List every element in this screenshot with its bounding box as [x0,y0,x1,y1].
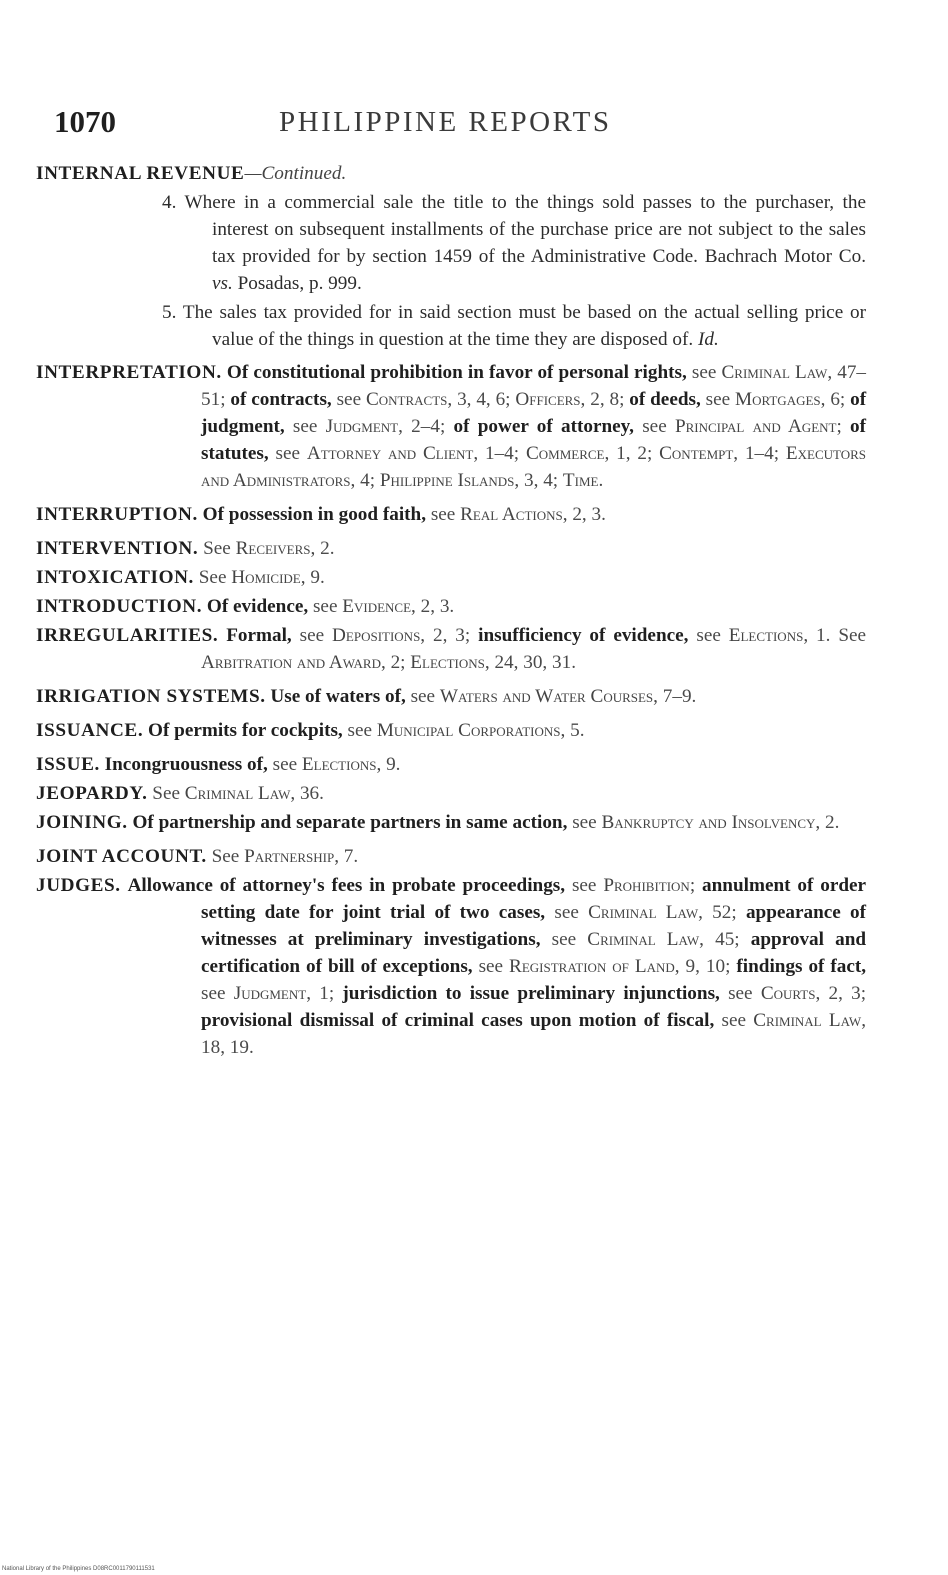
headword: INTERPRETATION. [36,362,222,383]
topic: approval and certification of bill of exceptions, [201,929,867,977]
entry-issue [36,751,866,778]
entry-intervention [36,535,866,562]
topic: Allowance of attorney's fees in probate proceedings, [127,875,566,896]
cross-ref[interactable]: Real Actions, [460,504,568,525]
topic: Of possession in good faith, [202,504,427,525]
sections: 2, 3. [572,504,606,525]
topic: annulment of order setting date for joint trial of two cases, [201,875,867,923]
see: see [696,625,721,646]
cross-ref[interactable]: Partnership, [244,846,339,867]
subentry-number: 4. [162,192,177,213]
sections: 4; [360,470,376,491]
sections: 2, 3; [433,625,471,646]
see: see [721,1010,746,1031]
see: see [571,875,597,896]
cross-ref[interactable]: Officers, [515,389,586,410]
cross-ref[interactable]: Waters and Water Courses, [439,686,658,707]
index-column [36,160,866,1068]
entry-irrigation-systems [36,683,866,710]
sections: 5. [570,720,585,741]
cross-ref[interactable]: Elections, [728,625,809,646]
cross-ref[interactable]: Evidence, [342,596,416,617]
topic: insufficiency of evidence, [478,625,689,646]
cross-ref[interactable]: Time. [562,470,604,491]
entry-issuance [36,717,866,744]
cross-ref[interactable]: Criminal Law, [721,362,833,383]
see: see [299,625,325,646]
cross-ref[interactable]: Criminal Law, [184,783,296,804]
sections: 2, 8; [590,389,625,410]
see: See [203,538,231,559]
cross-ref[interactable]: Executors and Administrators, [201,443,867,491]
sections: 36. [299,783,324,804]
sections: 1. [816,625,831,646]
topic: jurisdiction to issue preliminary injunctions, [342,983,720,1004]
subentry-text: Where in a commercial sale the title to the things sold passes to the purchaser, the interest on subsequent installments of the purchase price are not subject to the sales tax provided for by section 1459 of the Administrative Code. Bachrach Motor Co. [184,192,866,267]
sections: 45; [715,929,740,950]
topic: of deeds, [629,389,701,410]
cross-ref[interactable]: Receivers, [235,538,316,559]
headword: ISSUANCE. [36,720,144,741]
entry-interruption [36,501,866,528]
headword: JUDGES. [36,875,121,896]
headword: ISSUE. [36,754,100,775]
topic: Of permits for cockpits, [148,720,343,741]
sections: 7–9. [662,686,697,707]
sections: 2; [390,652,406,673]
cross-ref[interactable]: Attorney and Client, [306,443,479,464]
topic: of contracts, [230,389,332,410]
see: see [554,902,579,923]
sections: 1; [319,983,335,1004]
topic: provisional dismissal of criminal cases upon motion of fiscal, [201,1010,715,1031]
entry-intoxication [36,564,866,591]
headword: INTRODUCTION. [36,596,203,617]
headword: INTERRUPTION. [36,504,198,525]
topic: Formal, [226,625,292,646]
running-title: PHILIPPINE REPORTS [279,106,612,138]
headword: JEOPARDY. [36,783,148,804]
see: See [838,625,867,646]
sections: 18, 19. [201,1037,254,1058]
sections: 1, 2; [616,443,653,464]
cross-ref[interactable]: Depositions, [332,625,426,646]
headword: JOINING. [36,812,128,833]
sections: 47–51; [201,362,867,410]
see: see [312,596,338,617]
topic: Use of waters of, [270,686,406,707]
see: see [728,983,753,1004]
entry-interpretation [36,359,866,494]
cross-ref[interactable]: Contempt, [659,443,739,464]
topic: Of constitutional prohibition in favor of personal rights, [226,362,687,383]
see: see [292,416,318,437]
idem: Id. [697,329,719,350]
cross-ref[interactable]: Courts, [760,983,821,1004]
cross-ref[interactable]: Judgment, [233,983,311,1004]
page-number: 1070 [54,104,116,139]
cross-ref[interactable]: Criminal Law, [587,929,704,950]
headword: IRREGULARITIES. [36,625,219,646]
topic: Of partnership and separate partners in same action, [132,812,568,833]
sections: 2. [825,812,840,833]
sections: 2. [320,538,335,559]
sections: 3, 4, 6; [457,389,511,410]
sections: 9, 10; [685,956,731,977]
see: see [705,389,731,410]
entry-joining [36,809,866,836]
sections: 1–4; [744,443,780,464]
sections: 9. [310,567,325,588]
see: see [272,754,298,775]
see: see [691,362,717,383]
cross-ref[interactable]: Principal and Agent; [674,416,842,437]
sections: 9. [386,754,401,775]
cross-ref[interactable]: Philippine Islands, [379,470,520,491]
entry-judges [36,872,866,1061]
topic: of power of attorney, [453,416,634,437]
sections: 7. [343,846,359,867]
cross-ref[interactable]: Commerce, [525,443,610,464]
see: see [551,929,577,950]
topic: of statutes, [201,416,867,464]
headword: IRRIGATION SYSTEMS. [36,686,266,707]
cross-ref[interactable]: Registration of Land, [509,956,680,977]
versus: vs. [212,273,233,294]
topic: of judgment, [201,389,867,437]
see: See [211,846,240,867]
see: See [198,567,227,588]
see: see [410,686,436,707]
cross-ref[interactable]: Contracts, [365,389,453,410]
sections: 2–4; [411,416,446,437]
cross-ref[interactable]: Arbitration and Award, [201,652,386,673]
subentry-4 [36,189,866,297]
cross-ref[interactable]: Mortgages, [735,389,826,410]
topic: Incongruousness of, [104,754,268,775]
see: see [347,720,373,741]
sections: 2, 3. [420,596,455,617]
subentry-text: The sales tax provided for in said section must be based on the actual selling price or value of the things in question at the time they are disposed of. [182,302,866,350]
headword: INTERVENTION. [36,538,199,559]
cross-ref[interactable]: Prohibition; [603,875,696,896]
see: see [336,389,362,410]
see: see [642,416,667,437]
sections: 52; [712,902,737,923]
see: See [152,783,180,804]
sections: 2, 3; [828,983,867,1004]
headword: INTOXICATION. [36,567,194,588]
entry-jeopardy [36,780,866,807]
entry-introduction [36,593,866,620]
cross-ref[interactable]: Judgment, [325,416,403,437]
sections: 6; [830,389,846,410]
see: see [572,812,597,833]
cross-ref[interactable]: Criminal Law, [588,902,703,923]
sections: 3, 4; [524,470,559,491]
topic: appearance of witnesses at preliminary investigations, [201,902,867,950]
cross-ref[interactable]: Municipal Corporations, [376,720,566,741]
entry-joint-account [36,843,866,870]
headword: INTERNAL REVENUE [36,163,245,184]
subentry-number: 5. [162,302,177,323]
see: see [275,443,301,464]
entry-internal-revenue [36,160,866,187]
see: see [430,504,456,525]
cross-ref[interactable]: Homicide, [231,567,306,588]
cross-ref[interactable]: Criminal Law, [753,1010,866,1031]
entry-irregularities [36,622,866,676]
footer-watermark: National Library of the Philippines D08RC0011790111531 [2,1566,155,1572]
see: see [478,956,504,977]
sections: 24, 30, 31. [494,652,576,673]
subentry-5 [36,299,866,353]
cross-ref[interactable]: Elections, [410,652,490,673]
cross-ref[interactable]: Bankruptcy and Insolvency, [601,812,821,833]
sections: 1–4; [484,443,520,464]
see: see [201,983,226,1004]
page-header [54,104,644,144]
continued-label: —Continued. [244,163,347,184]
topic: Of evidence, [206,596,309,617]
topic: findings of fact, [736,956,867,977]
headword: JOINT ACCOUNT. [36,846,207,867]
citation: Posadas, p. 999. [237,273,362,294]
cross-ref[interactable]: Elections, [301,754,382,775]
